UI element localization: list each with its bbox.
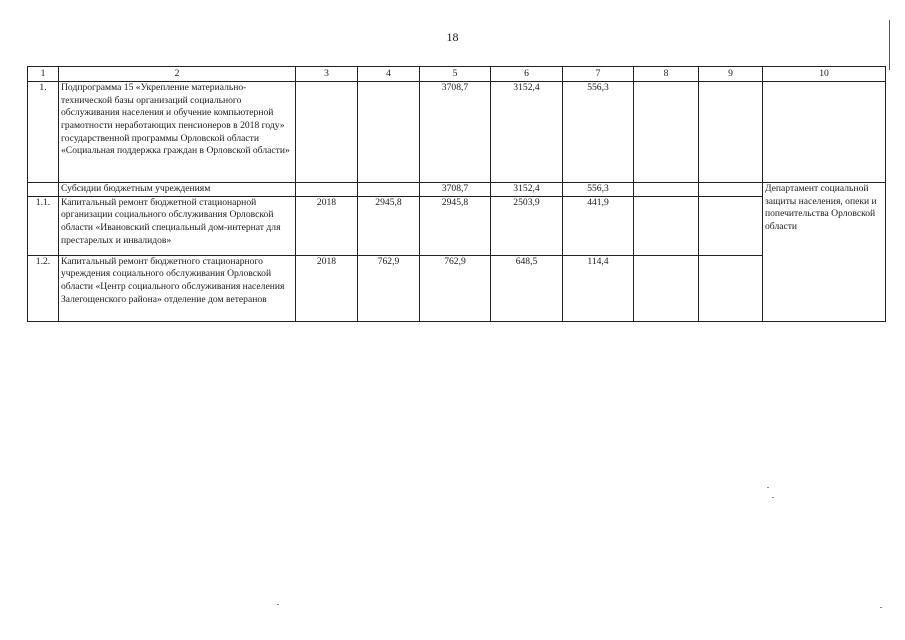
table-row — [28, 255, 886, 321]
row-name: Подпрограмма 15 «Укрепление материально-технической базы организаций социального обслуживания населения и обучение компьютерной грамотности неработающих пенсионеров в 2018 году» государственной программы Орловской области «Социальная поддержка граждан в Орловской области» — [59, 82, 296, 183]
responsible-department: Департамент социальной защиты населения, опеки и попечительства Орловской области — [763, 183, 886, 322]
cell-col-7: 556,3 — [563, 183, 634, 197]
cell-col-6: 2503,9 — [491, 196, 563, 255]
header-cell-5: 5 — [420, 67, 491, 82]
cell-col-5: 3708,7 — [420, 183, 491, 197]
cell-col-4: 2945,8 — [358, 196, 420, 255]
cell-col-3 — [296, 183, 358, 197]
cell-col-3 — [296, 82, 358, 183]
cell-col-4 — [358, 82, 420, 183]
budget-table — [27, 66, 886, 322]
cell-col-9 — [699, 196, 763, 255]
cell-col-7: 556,3 — [563, 82, 634, 183]
header-cell-4: 4 — [358, 67, 420, 82]
cell-col-8 — [634, 255, 699, 321]
scan-edge-mark — [889, 20, 890, 70]
cell-col-7: 441,9 — [563, 196, 634, 255]
header-cell-6: 6 — [491, 67, 563, 82]
table-row — [28, 196, 886, 255]
cell-col-9 — [699, 255, 763, 321]
scan-speck — [772, 497, 774, 498]
header-cell-9: 9 — [699, 67, 763, 82]
scan-speck — [277, 604, 279, 605]
cell-col-5: 762,9 — [420, 255, 491, 321]
header-cell-10: 10 — [763, 67, 886, 82]
row-name: Капитальный ремонт бюджетной стационарной организации социального обслуживания Орловской области «Ивановский специальный дом-интернат для престарелых и инвалидов» — [59, 196, 296, 255]
cell-col-6: 648,5 — [491, 255, 563, 321]
cell-col-4: 762,9 — [358, 255, 420, 321]
row-name: Субсидии бюджетным учреждениям — [59, 183, 296, 197]
cell-col-8 — [634, 183, 699, 197]
cell-col-6: 3152,4 — [491, 82, 563, 183]
cell-col-5: 2945,8 — [420, 196, 491, 255]
scan-speck — [767, 487, 769, 488]
table-row — [28, 82, 886, 183]
row-number: 1.2. — [28, 255, 59, 321]
cell-col-3: 2018 — [296, 255, 358, 321]
header-cell-7: 7 — [563, 67, 634, 82]
scan-speck — [880, 607, 882, 608]
header-cell-1: 1 — [28, 67, 59, 82]
cell-col-9 — [699, 183, 763, 197]
row-number — [28, 183, 59, 197]
header-cell-2: 2 — [59, 67, 296, 82]
row-name: Капитальный ремонт бюджетного стационарного учреждения социального обслуживания Орловской области «Центр социального обслуживания населения Залегощенского района» отделение дом ветеранов — [59, 255, 296, 321]
cell-col-10 — [763, 82, 886, 183]
cell-col-9 — [699, 82, 763, 183]
page-number: 18 — [446, 30, 459, 44]
cell-col-8 — [634, 196, 699, 255]
header-cell-8: 8 — [634, 67, 699, 82]
row-number: 1.1. — [28, 196, 59, 255]
cell-col-3: 2018 — [296, 196, 358, 255]
table-header-row — [28, 67, 886, 82]
cell-col-5: 3708,7 — [420, 82, 491, 183]
table-row — [28, 183, 886, 197]
header-cell-3: 3 — [296, 67, 358, 82]
row-number: 1. — [28, 82, 59, 183]
cell-col-6: 3152,4 — [491, 183, 563, 197]
cell-col-7: 114,4 — [563, 255, 634, 321]
cell-col-8 — [634, 82, 699, 183]
cell-col-4 — [358, 183, 420, 197]
